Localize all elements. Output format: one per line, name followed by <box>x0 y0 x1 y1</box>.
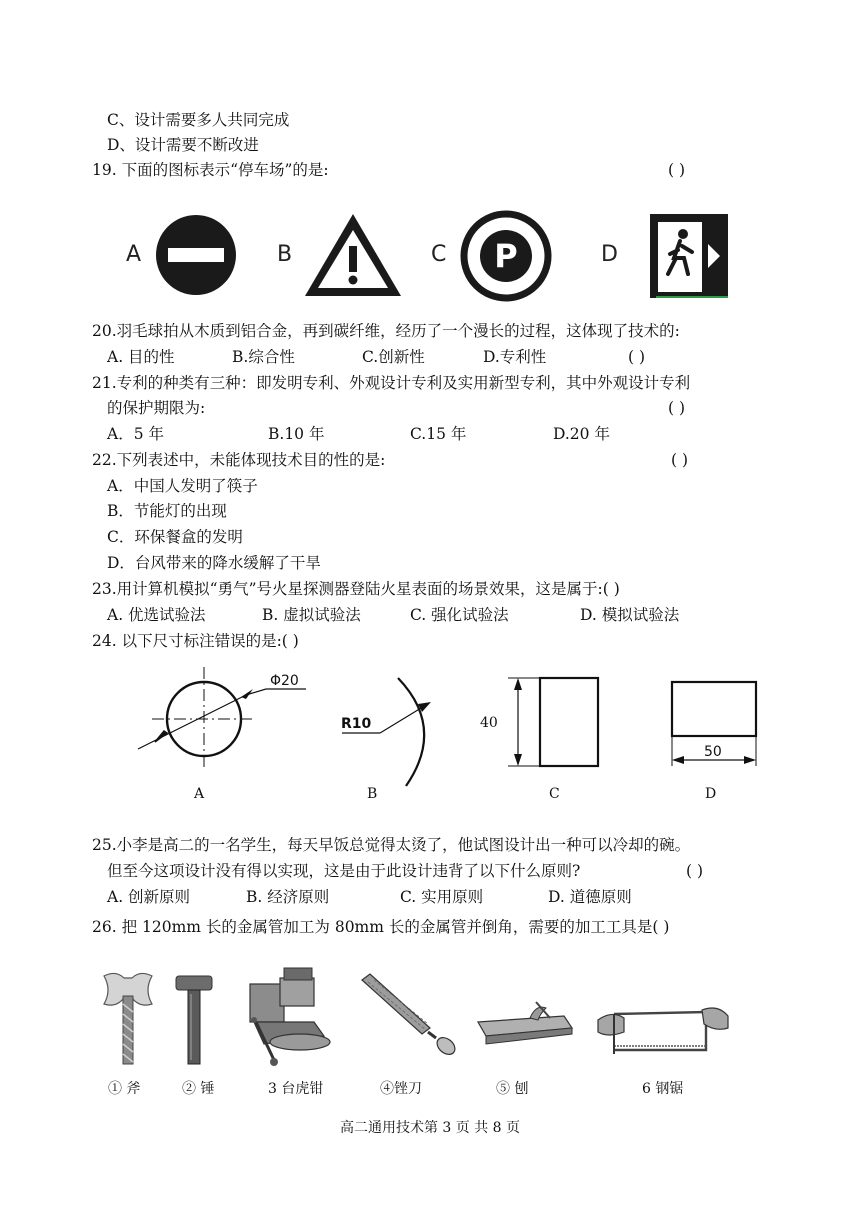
q22-option-d: D．台风带来的降水缓解了干旱 <box>107 554 321 572</box>
q24-label-a: A <box>194 786 205 802</box>
q23-option-d: D. 模拟试验法 <box>580 606 680 624</box>
q20-option-a: A. 目的性 <box>107 348 175 366</box>
q24-label-c: C <box>549 786 560 802</box>
tool-label-plane: ⑤ 刨 <box>496 1081 529 1097</box>
q25-option-c: C. 实用原则 <box>400 888 484 906</box>
dimension-figure-c <box>478 672 608 774</box>
q20-option-c: C.创新性 <box>362 348 425 366</box>
q25-option-a: A. 创新原则 <box>107 888 191 906</box>
tool-label-hacksaw: 6 钢锯 <box>642 1081 684 1097</box>
q21-option-d: D.20 年 <box>553 425 610 443</box>
q19-stem: 19. 下面的图标表示“停车场”的是: <box>92 161 329 179</box>
q19-label-c: C <box>431 242 447 267</box>
q22-stem: 22.下列表述中，未能体现技术目的性的是: <box>92 451 386 469</box>
hacksaw-icon <box>594 1002 730 1060</box>
tool-label-file: ④锉刀 <box>380 1081 422 1097</box>
dimension-figure-a <box>130 665 310 775</box>
q21-answer-paren: ( ) <box>668 399 686 417</box>
q21-option-c: C.15 年 <box>410 425 467 443</box>
q21-option-b: B.10 年 <box>268 425 325 443</box>
q25-option-d: D. 道德原则 <box>548 888 632 906</box>
q25-stem: 25.小李是高二的一名学生，每天早饭总觉得太烫了，他试图设计出一种可以冷却的碗。 <box>92 836 691 854</box>
q25-option-b: B. 经济原则 <box>246 888 330 906</box>
q21-stem: 21.专利的种类有三种：即发明专利、外观设计专利及实用新型专利，其中外观设计专利 <box>92 374 691 392</box>
tool-label-axe: ① 斧 <box>108 1081 141 1097</box>
parking-icon <box>460 210 552 302</box>
q19-answer-paren: ( ) <box>668 161 686 179</box>
page-footer: 高二通用技术第 3 页 共 8 页 <box>339 1120 521 1136</box>
axe-icon <box>100 968 156 1066</box>
q24-stem: 24. 以下尺寸标注错误的是:( ) <box>92 632 299 650</box>
q23-option-a: A. 优选试验法 <box>107 606 206 624</box>
hammer-icon <box>174 972 214 1066</box>
q21-option-a: A．5 年 <box>107 425 164 443</box>
q23-option-b: B. 虚拟试验法 <box>262 606 361 624</box>
dim-50: 50 <box>704 744 722 760</box>
dim-r10: R10 <box>341 716 372 732</box>
q22-option-a: A．中国人发明了筷子 <box>107 477 258 495</box>
q20-option-b: B.综合性 <box>232 348 295 366</box>
q19-label-a: A <box>126 242 142 267</box>
q19-label-b: B <box>277 242 293 267</box>
q21-stem-cont: 的保护期限为: <box>107 399 206 417</box>
tool-label-hammer: ② 锤 <box>182 1081 215 1097</box>
q25-stem-cont: 但至今这项设计没有得以实现，这是由于此设计违背了以下什么原则? <box>107 862 581 880</box>
tool-label-vise: 3 台虎钳 <box>268 1081 324 1097</box>
q22-option-c: C．环保餐盒的发明 <box>107 528 243 546</box>
no-entry-icon <box>155 214 237 296</box>
file-rasp-icon <box>356 972 458 1056</box>
q24-label-d: D <box>705 786 717 802</box>
q19-label-d: D <box>601 242 618 267</box>
dim-phi20: Φ20 <box>270 673 299 689</box>
q26-stem: 26. 把 120mm 长的金属管加工为 80mm 长的金属管并倒角，需要的加工工具是( ) <box>92 918 670 936</box>
q20-option-d: D.专利性 <box>483 348 547 366</box>
dim-40: 40 <box>480 715 498 731</box>
q22-answer-paren: ( ) <box>671 451 689 469</box>
svg-text:P: P <box>494 237 518 275</box>
bench-vise-icon <box>240 964 336 1068</box>
q18-option-d: D、设计需要不断改进 <box>107 136 259 154</box>
dimension-figure-d <box>660 676 770 772</box>
q23-option-c: C. 强化试验法 <box>410 606 509 624</box>
exit-icon <box>650 214 728 298</box>
q18-option-c: C、设计需要多人共同完成 <box>107 111 290 129</box>
q24-label-b: B <box>367 786 378 802</box>
q23-stem: 23.用计算机模拟“勇气”号火星探测器登陆火星表面的场景效果，这是属于:( ) <box>92 580 620 598</box>
q20-answer-paren: ( ) <box>628 348 646 366</box>
dimension-figure-b <box>338 670 448 790</box>
q25-answer-paren: ( ) <box>686 862 704 880</box>
q20-stem: 20.羽毛球拍从木质到铝合金，再到碳纤维，经历了一个漫长的过程，这体现了技术的: <box>92 322 680 340</box>
q22-option-b: B．节能灯的出现 <box>107 502 227 520</box>
warning-icon <box>302 210 404 300</box>
wood-plane-icon <box>474 998 576 1048</box>
